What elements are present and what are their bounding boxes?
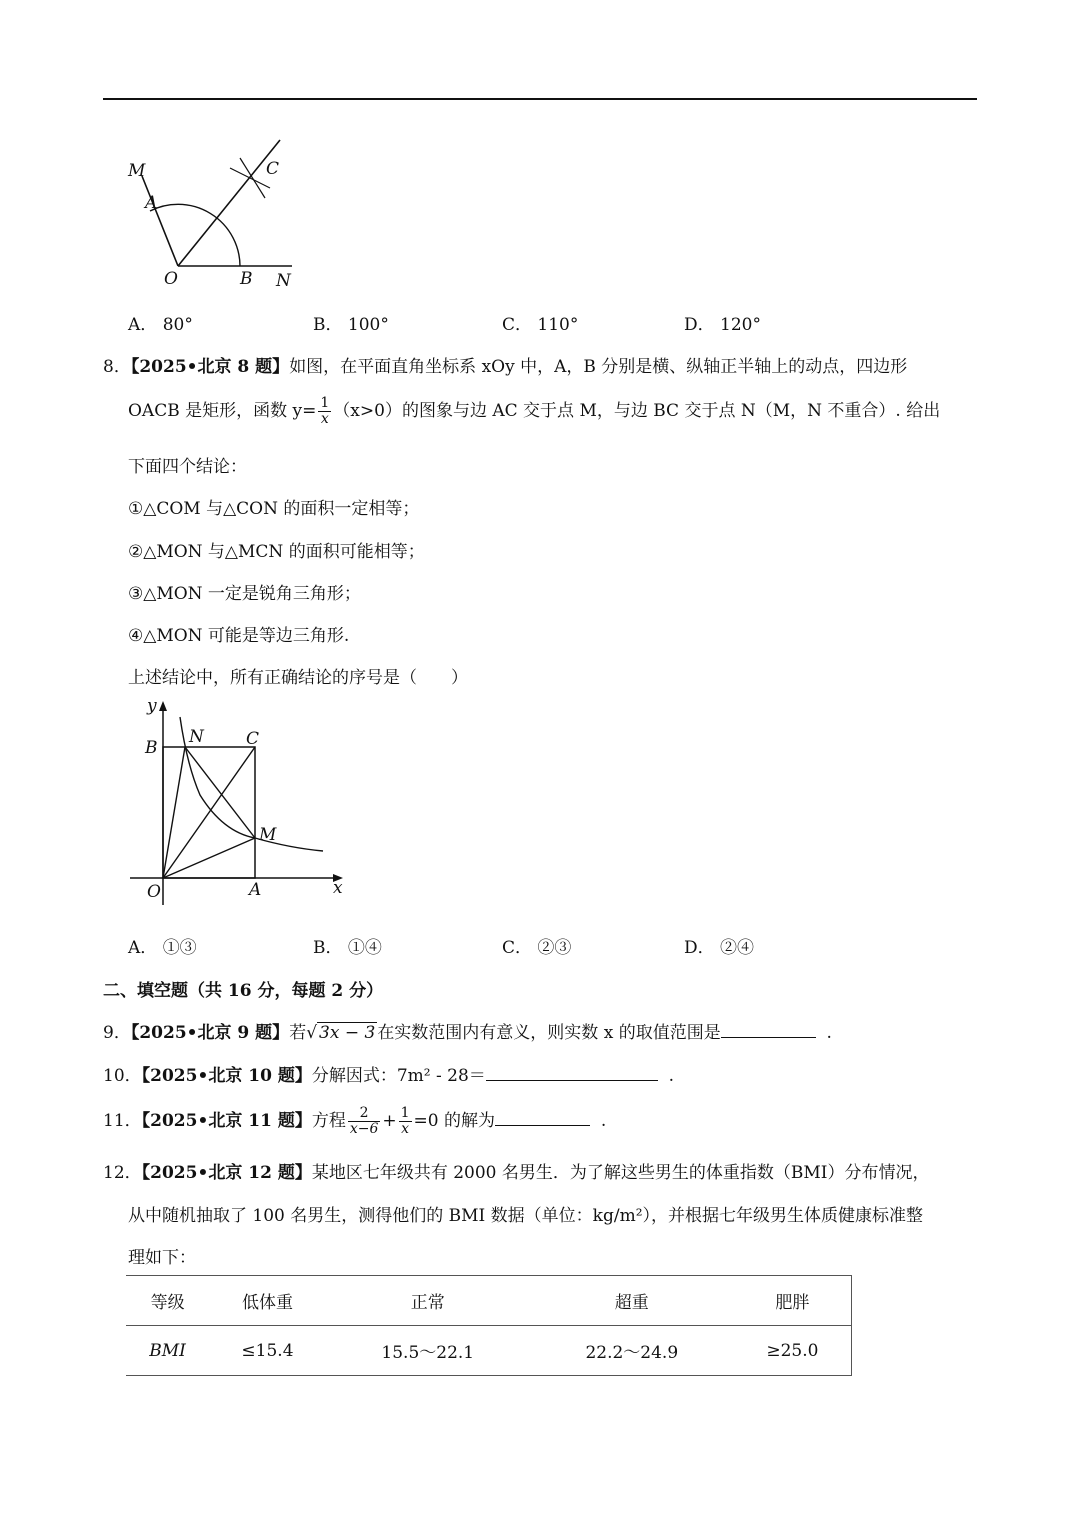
question-tag: 【2025•北京 10 题】 (141, 1066, 312, 1086)
label-N: N (276, 271, 291, 291)
question-number: 10． (103, 1066, 142, 1086)
q11-answer-blank[interactable] (495, 1109, 590, 1126)
header-rule (103, 98, 977, 100)
q10-answer-blank[interactable] (486, 1064, 658, 1081)
angle-bisector-figure (120, 128, 320, 293)
label-C: C (266, 159, 280, 179)
q12-line2: 从中随机抽取了 100 名男生，测得他们的 BMI 数据（单位：kg/m²），并根据七年级男生体质健康标准整 (128, 1206, 924, 1226)
question-text: OACB 是矩形，函数 y= (128, 401, 317, 421)
question-text: 方程 (311, 1111, 346, 1131)
coordinate-figure (125, 695, 360, 905)
question-tag: 【2025•北京 8 题】 (130, 357, 290, 377)
fraction-denominator: x (401, 1121, 410, 1137)
option-text: ①③ (162, 938, 197, 958)
table-cell: 正常 (326, 1276, 530, 1326)
question-text: 如图，在平面直角坐标系 xOy 中，A，B 分别是横、纵轴正半轴上的动点，四边形 (289, 357, 908, 377)
option-letter: A． (128, 315, 158, 335)
option-text: ①④ (347, 938, 382, 958)
question-number: 12． (103, 1163, 142, 1183)
table-cell: 肥胖 (734, 1276, 852, 1326)
q8-conclusion-3: ③△MON 一定是锐角三角形； (128, 584, 361, 604)
option-text: ②④ (720, 938, 755, 958)
option-letter: D． (684, 315, 715, 335)
option-text: 100° (347, 315, 389, 335)
table-cell: ≤15.4 (209, 1326, 326, 1376)
fraction-denominator: x−6 (349, 1121, 379, 1137)
fraction-denominator: x (320, 411, 329, 427)
table-header-row (126, 1276, 852, 1326)
label-M: M (128, 161, 146, 181)
q7-option-a[interactable] (128, 310, 193, 335)
label-A: A (249, 880, 262, 900)
table-cell: BMI (126, 1326, 209, 1376)
question-tag: 【2025•北京 12 题】 (141, 1163, 312, 1183)
label-C: C (246, 729, 260, 749)
option-letter: C． (502, 315, 533, 335)
q7-option-c[interactable] (502, 310, 578, 335)
q10 (103, 1061, 674, 1086)
q8-conclusion-2: ②△MON 与△MCN 的面积可能相等； (128, 542, 425, 562)
q8-option-c[interactable] (502, 933, 571, 958)
q8-option-a[interactable] (128, 933, 197, 958)
period: . (826, 1023, 832, 1043)
sqrt-radicand: 3x − 3 (319, 1023, 376, 1043)
q11 (103, 1106, 606, 1137)
table-cell: 等级 (126, 1276, 209, 1326)
option-letter: C． (502, 938, 533, 958)
label-B: B (145, 738, 158, 758)
q7-option-b[interactable] (313, 310, 389, 335)
question-text: （x>0）的图象与边 AC 交于点 M，与边 BC 交于点 N（M，N 不重合）. 给出 (333, 401, 941, 421)
table-cell: ≥25.0 (734, 1326, 852, 1376)
option-text: 110° (537, 315, 579, 335)
label-O: O (164, 269, 178, 289)
option-text: 80° (162, 315, 193, 335)
fraction-one-over-x (318, 396, 331, 426)
q9-answer-blank[interactable] (721, 1021, 816, 1038)
bmi-table (126, 1275, 852, 1376)
sqrt-sign: √ (306, 1023, 318, 1043)
label-x: x (333, 878, 343, 898)
period: . (600, 1111, 607, 1131)
plus-sign: + (382, 1111, 397, 1131)
q8-ask: 上述结论中，所有正确结论的序号是（ ） (128, 668, 468, 688)
question-number: 8． (103, 357, 131, 377)
q8-conclusion-4: ④△MON 可能是等边三角形. (128, 626, 350, 646)
label-A: A (145, 193, 158, 213)
fraction-numerator: 1 (320, 395, 330, 412)
label-y: y (147, 696, 157, 716)
table-cell: 低体重 (209, 1276, 326, 1326)
option-text: 120° (720, 315, 761, 335)
label-B: B (240, 269, 253, 289)
table-cell: 22.2～24.9 (530, 1326, 734, 1376)
question-text: 某地区七年级共有 2000 名男生．为了解这些男生的体重指数（BMI）分布情况， (311, 1163, 930, 1183)
question-number: 11． (103, 1111, 142, 1131)
table-row (126, 1326, 852, 1376)
q8-option-d[interactable] (684, 933, 754, 958)
q8-line3: 下面四个结论： (128, 457, 247, 477)
q9 (103, 1018, 832, 1043)
option-text: ②③ (537, 938, 572, 958)
question-tag: 【2025•北京 9 题】 (130, 1023, 290, 1043)
fraction-1-over-x (399, 1106, 412, 1136)
q12-line3: 理如下： (128, 1248, 196, 1268)
option-letter: B． (313, 315, 343, 335)
label-M: M (259, 825, 277, 845)
fraction-numerator: 1 (400, 1105, 410, 1122)
section-title: 二、填空题（共 16 分，每题 2 分） (103, 981, 384, 1001)
fraction-2-over-x-6 (348, 1106, 381, 1136)
question-text: 若 (289, 1023, 307, 1043)
label-N: N (189, 727, 204, 747)
q8-option-b[interactable] (313, 933, 382, 958)
table-cell: 15.5～22.1 (326, 1326, 530, 1376)
question-text: 在实数范围内有意义，则实数 x 的取值范围是 (377, 1023, 721, 1043)
q7-option-d[interactable] (684, 310, 761, 335)
question-tag: 【2025•北京 11 题】 (141, 1111, 312, 1131)
question-text: =0 的解为 (413, 1111, 496, 1131)
table-cell: 超重 (530, 1276, 734, 1326)
q12-line1 (103, 1158, 930, 1183)
fraction-numerator: 2 (348, 1106, 381, 1122)
label-O: O (147, 882, 161, 902)
q8-line2 (128, 396, 940, 427)
question-number: 9． (103, 1023, 131, 1043)
option-letter: D． (684, 938, 715, 958)
q8-line1 (103, 352, 907, 377)
q8-conclusion-1: ①△COM 与△CON 的面积一定相等； (128, 499, 420, 519)
period: . (668, 1066, 674, 1086)
option-letter: B． (313, 938, 343, 958)
option-letter: A． (128, 938, 158, 958)
question-text: 分解因式：7m² - 28＝ (311, 1066, 486, 1086)
